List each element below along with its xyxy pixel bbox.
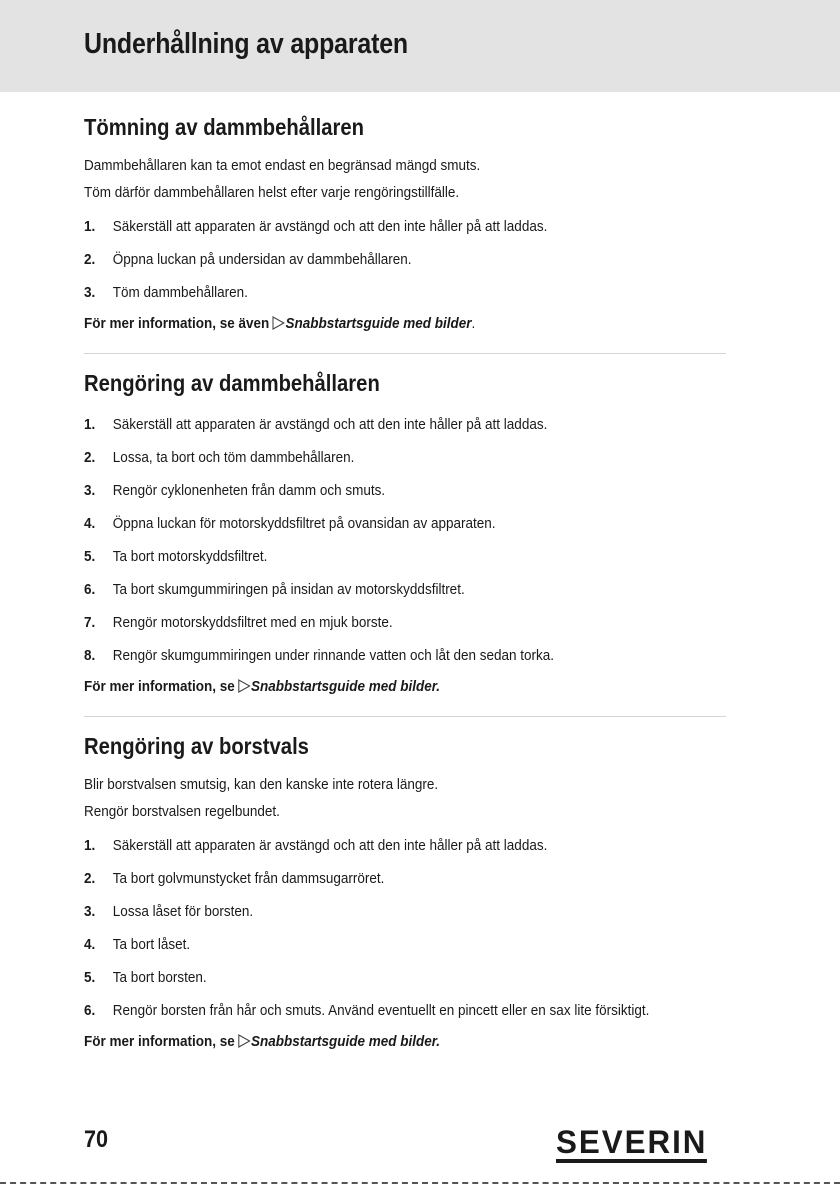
triangle-right-icon <box>272 311 285 341</box>
section-title: Rengöring av dammbehållaren <box>84 370 380 396</box>
section-title: Tömning av dammbehållaren <box>84 114 365 140</box>
step-text: Ta bort skumgummiringen på insidan av motorskyddsfiltret. <box>112 581 465 598</box>
step-text: Ta bort låset. <box>112 936 191 953</box>
step-item <box>84 862 662 895</box>
section-divider <box>84 716 726 717</box>
step-number: 4. <box>84 936 96 953</box>
page-edge-line <box>0 1182 840 1184</box>
quickstart-guide-reference: Snabbstartsguide med bilder. <box>250 1033 441 1050</box>
brand-logo: SEVERIN <box>556 1127 707 1163</box>
more-info-prefix: För mer information, se <box>84 678 235 695</box>
quickstart-guide-reference: Snabbstartsguide med bilder. <box>250 678 441 695</box>
step-number: 5. <box>84 969 96 986</box>
step-text: Säkerställ att apparaten är avstängd och att den inte håller på att laddas. <box>112 837 548 854</box>
step-item <box>84 474 662 507</box>
intro-paragraph: Blir borstvalsen smutsig, kan den kanske inte rotera längre. <box>84 776 439 793</box>
step-text: Ta bort motorskyddsfiltret. <box>112 548 268 565</box>
step-number: 1. <box>84 218 96 235</box>
steps-list <box>84 408 726 672</box>
step-item <box>84 895 662 928</box>
step-text: Rengör motorskyddsfiltret med en mjuk borste. <box>112 614 393 631</box>
step-number: 5. <box>84 548 96 565</box>
step-item <box>84 829 662 862</box>
step-item <box>84 928 662 961</box>
step-number: 8. <box>84 647 96 664</box>
step-text: Rengör skumgummiringen under rinnande vatten och låt den sedan torka. <box>112 647 555 664</box>
step-item <box>84 441 662 474</box>
section <box>84 112 726 341</box>
quickstart-guide-reference: Snabbstartsguide med bilder <box>285 315 472 332</box>
section-title: Rengöring av borstvals <box>84 733 309 759</box>
step-number: 3. <box>84 482 96 499</box>
step-number: 2. <box>84 870 96 887</box>
step-text: Öppna luckan på undersidan av dammbehållaren. <box>112 251 412 268</box>
step-number: 4. <box>84 515 96 532</box>
step-number: 6. <box>84 1002 96 1019</box>
step-item <box>84 243 662 276</box>
step-item <box>84 276 662 309</box>
more-info-note <box>84 1027 662 1059</box>
step-item <box>84 994 662 1027</box>
step-item <box>84 961 662 994</box>
section <box>84 368 726 704</box>
more-info-prefix: För mer information, se även <box>84 315 270 332</box>
more-info-suffix: . <box>471 315 476 332</box>
triangle-right-icon <box>237 1029 250 1059</box>
step-text: Säkerställ att apparaten är avstängd och att den inte håller på att laddas. <box>112 218 548 235</box>
step-number: 1. <box>84 837 96 854</box>
content <box>84 112 726 1059</box>
step-item <box>84 507 662 540</box>
intro-paragraph: Dammbehållaren kan ta emot endast en begränsad mängd smuts. <box>84 157 481 174</box>
step-text: Lossa låset för borsten. <box>112 903 254 920</box>
more-info-prefix: För mer information, se <box>84 1033 235 1050</box>
triangle-right-icon <box>237 674 250 704</box>
step-item <box>84 606 662 639</box>
intro-paragraph: Rengör borstvalsen regelbundet. <box>84 803 280 820</box>
more-info-note <box>84 309 662 341</box>
step-number: 2. <box>84 251 96 268</box>
step-text: Töm dammbehållaren. <box>112 284 248 301</box>
section <box>84 731 726 1059</box>
intro-paragraph: Töm därför dammbehållaren helst efter varje rengöringstillfälle. <box>84 184 460 201</box>
page-title: Underhållning av apparaten <box>84 28 408 60</box>
steps-list <box>84 210 726 309</box>
step-text: Ta bort golvmunstycket från dammsugarröret. <box>112 870 385 887</box>
step-text: Rengör borsten från hår och smuts. Använd eventuellt en pincett eller en sax lite försiktigt. <box>112 1002 650 1019</box>
step-number: 3. <box>84 903 96 920</box>
step-text: Lossa, ta bort och töm dammbehållaren. <box>112 449 355 466</box>
step-number: 7. <box>84 614 96 631</box>
more-info-note <box>84 672 662 704</box>
step-item <box>84 639 662 672</box>
step-number: 1. <box>84 416 96 433</box>
section-divider <box>84 353 726 354</box>
step-text: Ta bort borsten. <box>112 969 207 986</box>
step-item <box>84 573 662 606</box>
step-item <box>84 540 662 573</box>
step-number: 6. <box>84 581 96 598</box>
step-text: Rengör cyklonenheten från damm och smuts. <box>112 482 386 499</box>
step-item <box>84 408 662 441</box>
step-text: Säkerställ att apparaten är avstängd och att den inte håller på att laddas. <box>112 416 548 433</box>
page-number: 70 <box>84 1126 109 1153</box>
step-number: 3. <box>84 284 96 301</box>
steps-list <box>84 829 726 1027</box>
step-text: Öppna luckan för motorskyddsfiltret på ovansidan av apparaten. <box>112 515 496 532</box>
step-item <box>84 210 662 243</box>
header-band <box>0 0 840 92</box>
step-number: 2. <box>84 449 96 466</box>
